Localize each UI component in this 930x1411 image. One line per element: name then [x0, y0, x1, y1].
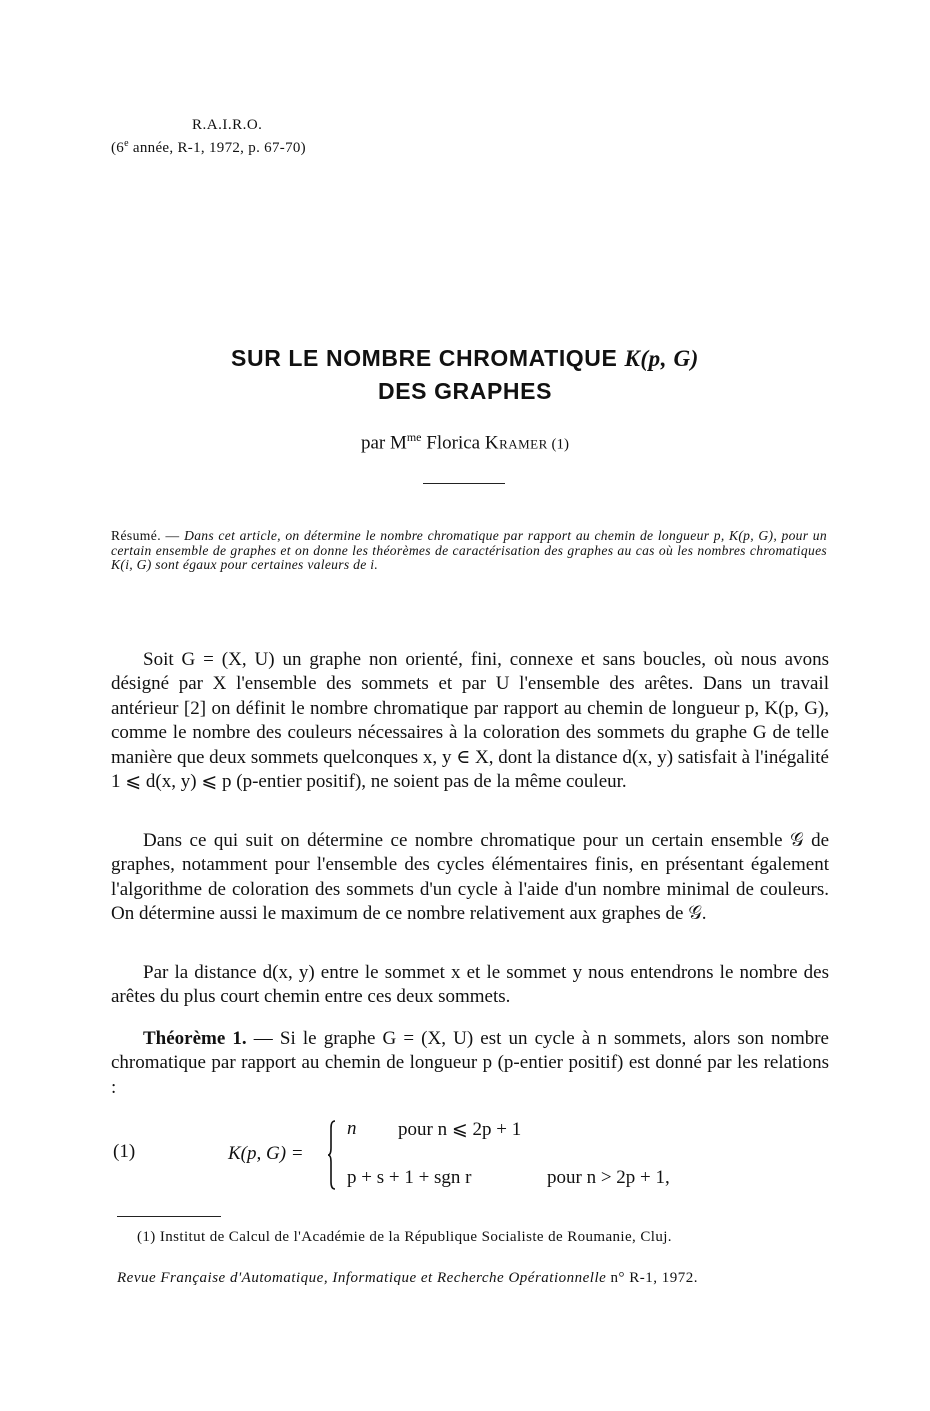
- abstract-text: Dans cet article, on détermine le nombre chromatique par rapport au chemin de longueur p, K(p, G), pour un certain ensemble de graphes et on donne les théorèmes de caractérisation des graphes au cas où les nombres chromatiques K(i, G) sont égaux pour certaines valeurs de i.: [111, 528, 827, 572]
- theorem-text: — Si le graphe G = (X, U) est un cycle à n sommets, alors son nombre chromatique par rapport au chemin de longueur p (p-entier positif) est donné par les relations :: [111, 1028, 829, 1098]
- abstract: [111, 529, 827, 573]
- author-title-sup: me: [406, 430, 422, 444]
- issue-superscript: e: [124, 138, 129, 149]
- author-prefix: par M: [360, 432, 407, 454]
- paragraph-1: Soit G = (X, U) un graphe non orienté, fini, connexe et sans boucles, où nous avons désigné par X l'ensemble des sommets et par U l'ensemble des arêtes. Dans un travail antérieur [2] on définit le nombre chromatique par rapport au chemin de longueur p, K(p, G), comme le nombre des couleurs nécessaires à la coloration des sommets du graphe G de telle manière que deux sommets quelconques x, y ∈ X, dont la distance d(x, y) satisfait à l'inégalité 1 ⩽ d(x, y) ⩽ p (p-entier positif), ne soient pas de la même couleur.: [111, 649, 829, 793]
- case1-condition: pour n ⩽ 2p + 1: [398, 1119, 522, 1140]
- footer-issue: n° R-1, 1972.: [606, 1270, 699, 1286]
- author-footnote-mark: (1): [547, 436, 570, 453]
- case1-value: n: [347, 1118, 357, 1139]
- issue-rest: année, R-1, 1972, p. 67-70): [128, 140, 306, 156]
- author-line: [0, 430, 930, 454]
- equation-lhs: K(p, G) =: [228, 1143, 304, 1164]
- title-divider: [423, 483, 505, 484]
- equation-number: (1): [113, 1141, 136, 1162]
- journal-issue: [111, 138, 306, 157]
- author-firstname: Florica: [421, 432, 485, 454]
- footnote-divider: [117, 1216, 221, 1217]
- brace-icon: [328, 1120, 336, 1190]
- case2-condition: pour n > 2p + 1,: [547, 1167, 670, 1188]
- issue-prefix: (6: [111, 140, 125, 156]
- paragraph-3: Par la distance d(x, y) entre le sommet x et le sommet y nous entendrons le nombre des arêtes du plus court chemin entre ces deux sommets.: [111, 962, 829, 1008]
- footnote: (1) Institut de Calcul de l'Académie de la République Socialiste de Roumanie, Cluj.: [137, 1229, 672, 1245]
- case2-value: p + s + 1 + sgn r: [347, 1167, 472, 1188]
- footer-journal: Revue Française d'Automatique, Informatique et Recherche Opérationnelle: [117, 1270, 607, 1286]
- paragraph-2: Dans ce qui suit on détermine ce nombre chromatique pour un certain ensemble 𝒢 de graphes, notamment pour l'ensemble des cycles élémentaires finis, en présentant également l'algorithme de coloration des sommets d'un cycle à l'aide d'un nombre minimal de couleurs. On détermine aussi le maximum de ce nombre relativement aux graphes de 𝒢.: [111, 830, 829, 925]
- journal-name: R.A.I.R.O.: [192, 117, 263, 133]
- theorem-1: [111, 1027, 829, 1100]
- journal-footer: [117, 1270, 698, 1287]
- abstract-label: Résumé. —: [111, 528, 185, 543]
- paper-title-line2: DES GRAPHES: [377, 378, 553, 404]
- theorem-label: Théorème 1.: [143, 1028, 247, 1049]
- title-math: K(p, G): [624, 346, 699, 371]
- paper-title-line1: [0, 345, 930, 372]
- author-lastname: Kramer: [484, 432, 548, 454]
- title-text: SUR LE NOMBRE CHROMATIQUE: [231, 345, 625, 371]
